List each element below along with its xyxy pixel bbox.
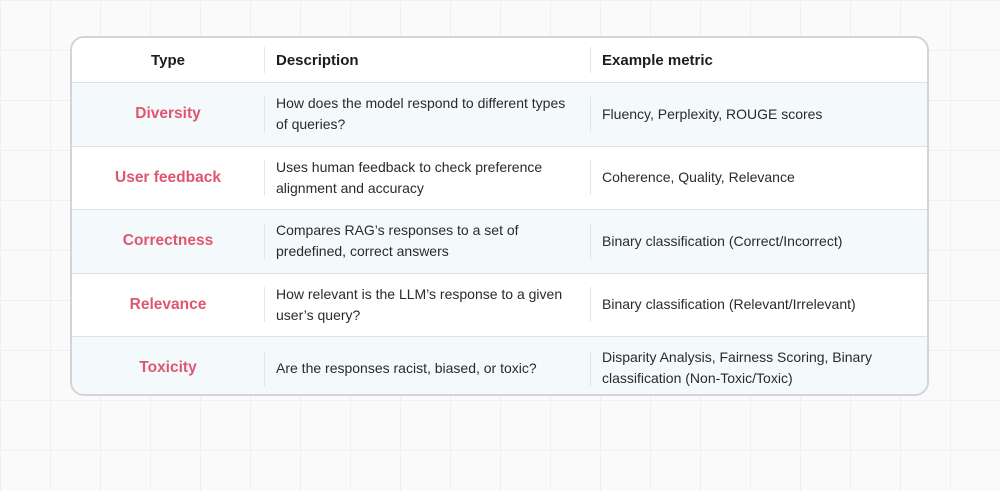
metric-cell [590, 210, 927, 273]
header-type-cell [72, 38, 264, 82]
description-text: Compares RAG’s responses to a set of predefined, correct answers [276, 222, 519, 260]
metric-cell [590, 147, 927, 210]
metric-text: Coherence, Quality, Relevance [602, 169, 795, 186]
type-cell [72, 274, 264, 337]
description-cell [264, 147, 590, 210]
type-label: User feedback [115, 168, 221, 186]
table-row [72, 336, 927, 396]
type-label: Diversity [135, 105, 201, 123]
header-description: Description [276, 51, 359, 69]
metric-text: Fluency, Perplexity, ROUGE scores [602, 105, 823, 122]
description-text: Uses human feedback to check preference alignment and accuracy [276, 158, 543, 196]
metric-text: Binary classification (Relevant/Irrelevant) [602, 296, 856, 313]
metric-cell [590, 83, 927, 146]
description-text: Are the responses racist, biased, or toxic? [276, 359, 537, 376]
description-cell [264, 210, 590, 273]
header-metric-cell [590, 38, 927, 82]
table-row [72, 82, 927, 146]
header-description-cell [264, 38, 590, 82]
metric-cell [590, 274, 927, 337]
table-header-row [72, 38, 927, 82]
type-cell [72, 147, 264, 210]
description-cell [264, 83, 590, 146]
description-text: How relevant is the LLM’s response to a given user’s query? [276, 285, 563, 323]
type-cell [72, 337, 264, 396]
header-type: Type [151, 51, 185, 69]
metric-text: Binary classification (Correct/Incorrect) [602, 232, 843, 249]
metric-cell [590, 337, 927, 396]
description-cell [264, 274, 590, 337]
table-row [72, 273, 927, 337]
description-cell [264, 337, 590, 396]
type-cell [72, 210, 264, 273]
table-row [72, 146, 927, 210]
header-example-metric: Example metric [602, 51, 713, 69]
table-row [72, 209, 927, 273]
evaluation-metrics-table [70, 36, 929, 396]
metric-text: Disparity Analysis, Fairness Scoring, Binary classification (Non-Toxic/Toxic) [602, 349, 872, 387]
type-label: Correctness [122, 232, 214, 250]
description-text: How does the model respond to different types of queries? [276, 95, 566, 133]
type-cell [72, 83, 264, 146]
type-label: Toxicity [139, 359, 197, 377]
type-label: Relevance [129, 295, 207, 313]
